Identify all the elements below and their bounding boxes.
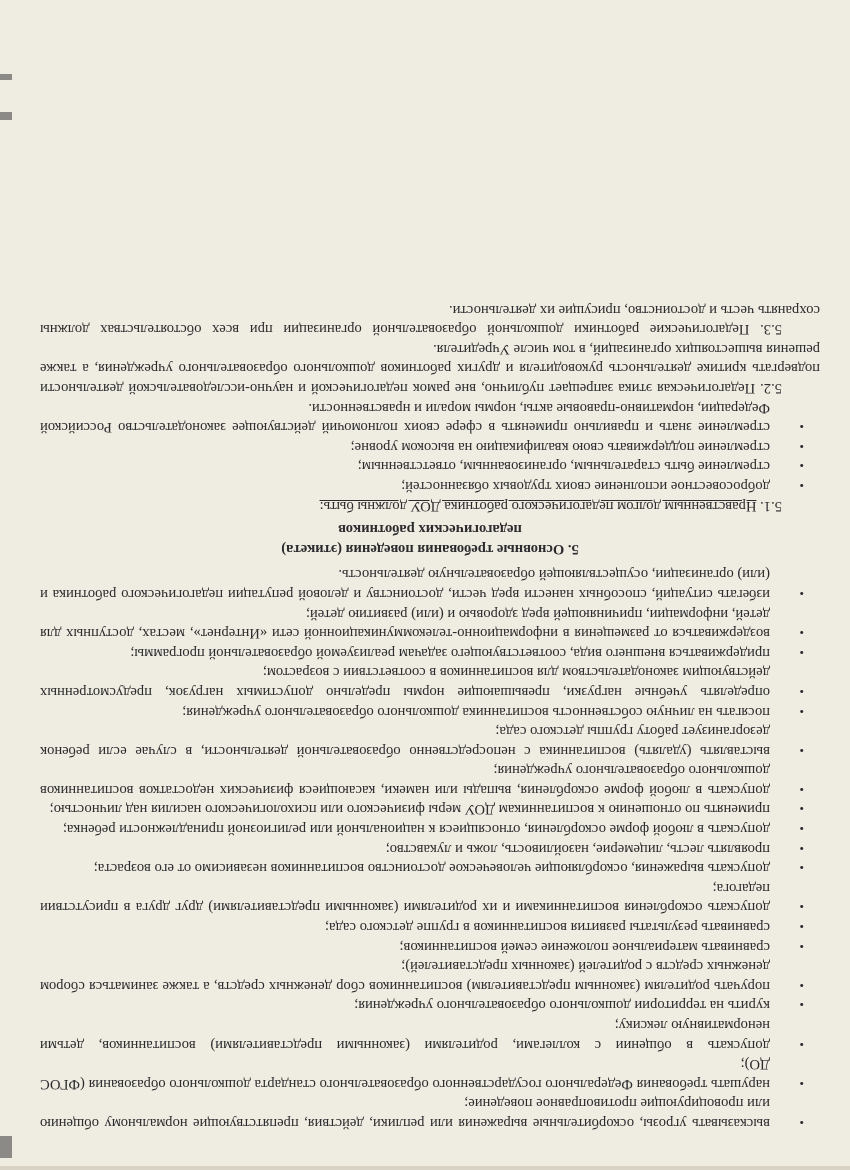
scan-edge-mark <box>0 112 12 120</box>
list-item <box>40 858 820 878</box>
bullet-icon: • <box>799 821 804 837</box>
list-item <box>40 819 820 839</box>
list-item <box>40 662 820 701</box>
list-item-text: высказывать угрозы, оскорбительные выражения или реплики, действия, препятствующие нормальному общению или провоцирующие противоправное поведение; <box>40 1095 770 1131</box>
bullet-icon: • <box>799 938 804 954</box>
moral-duties-list <box>40 397 820 495</box>
list-item-text: стремление знать и правильно применять в сфере своих полномочий действующее законодательство Российской Федерации, нормативно-правовые акты, нормы морали и нравственности. <box>40 399 770 436</box>
list-item-text: определять учебные нагрузки, превышающие нормы предельно допустимых нагрузок, предусмотренных действующим законодательством для воспитанников в соответствии с возрастом; <box>40 664 770 700</box>
list-item-text: допускать в любой форме оскорбления, выпады или намеки, касающиеся физических недостатков воспитанников дошкольного образовательного учреждения; <box>40 762 770 798</box>
paragraph-5-1 <box>40 495 820 515</box>
list-item-text: добросовестное исполнение своих трудовых обязанностей; <box>401 478 770 494</box>
bullet-icon: • <box>799 1115 804 1130</box>
bullet-icon: • <box>799 899 804 915</box>
list-item-text: поручать родителям (законным представителям) воспитанников сбор денежных средств, а также заниматься сбором денежных средств с родителей (законных представителей); <box>40 958 770 994</box>
list-item-text: выставлять (удалять) воспитанника с непосредственно образовательной деятельности, в случае если ребенок дезорганизует работу группы детского сада; <box>40 723 770 759</box>
bullet-icon: • <box>799 683 804 699</box>
list-item <box>40 838 820 858</box>
list-item-text: придерживаться внешнего вида, соответствующего задачам реализуемой образовательной программы; <box>130 644 770 661</box>
list-item-text: сравнивать результаты развития воспитанников в группе детского сада; <box>324 919 770 936</box>
list-item-text: допускать в общении с коллегами, родителями (законными представителями) воспитанников, детьми ненормативную лексику; <box>40 1017 770 1053</box>
bullet-icon: • <box>799 1075 804 1091</box>
bullet-icon: • <box>799 860 804 876</box>
bullet-icon: • <box>799 781 804 797</box>
bullet-icon: • <box>799 977 804 993</box>
list-item-text: допускать в любой форме оскорбления, относящиеся к национальной или религиозной принадлежности ребенка; <box>62 821 770 838</box>
section-5-title: 5. Основные требования поведения (этикета) <box>281 540 579 557</box>
list-item-text: допускать выражения, оскорбляющие человеческое достоинство воспитанников независимо от его возраста; <box>93 860 770 877</box>
bullet-icon: • <box>799 801 804 817</box>
bullet-icon: • <box>799 997 804 1013</box>
list-item-text: воздерживаться от размещения в информационно-телекоммуникационной сети «Интернет», местах, доступных для детей, информации, причиняющей вред здоровью и (или) развитию детей; <box>40 605 770 642</box>
list-item-text: стремление быть старательным, организованным, ответственным; <box>357 458 770 475</box>
bullet-icon: • <box>799 438 804 454</box>
bullet-icon: • <box>799 703 804 719</box>
list-item <box>40 475 820 495</box>
paragraph-5-1-number: 5.1. <box>756 497 782 514</box>
section-5-subtitle: педагогических работников <box>338 521 522 538</box>
list-item <box>40 1093 820 1132</box>
list-item <box>40 956 820 995</box>
list-item <box>40 916 820 936</box>
bullet-icon: • <box>799 625 804 641</box>
list-item <box>40 1014 820 1053</box>
scan-edge-mark <box>0 74 12 80</box>
list-item-text: нарушать требования Федерального государственного образовательного стандарта дошкольного образования (ФГОС ДО); <box>40 1056 770 1092</box>
list-item <box>40 877 820 916</box>
scan-edge-mark <box>0 1136 12 1158</box>
list-item <box>40 721 820 760</box>
bullet-icon: • <box>799 919 804 935</box>
list-item <box>40 642 820 662</box>
list-item-text: применять по отношению к воспитанникам ДОУ меры физического или психологического насилия над личностью; <box>49 801 770 818</box>
list-item <box>40 603 820 642</box>
bullet-icon: • <box>799 585 804 601</box>
bullet-icon: • <box>799 742 804 758</box>
prohibitions-list <box>40 564 820 1132</box>
list-item <box>40 799 820 819</box>
list-item <box>40 564 820 603</box>
paragraph-5-1-text: Нравственным долгом педагогического работника ДОУ должны быть: <box>319 497 757 514</box>
bullet-icon: • <box>799 419 804 435</box>
list-item-text: проявлять лесть, лицемерие, назойливость, ложь и лукавство; <box>385 840 770 857</box>
list-item <box>40 456 820 476</box>
list-item <box>40 1054 820 1093</box>
list-item <box>40 936 820 956</box>
bullet-icon: • <box>799 458 804 474</box>
list-item-text: сравнивать материальное положение семей воспитанников; <box>399 938 770 955</box>
bullet-icon: • <box>799 1036 804 1052</box>
bullet-icon: • <box>799 478 804 493</box>
list-item <box>40 995 820 1015</box>
list-item-text: стремление поддерживать свою квалификацию на высоком уровне; <box>350 438 770 455</box>
bullet-icon: • <box>799 840 804 856</box>
list-item-text: допускать оскорбления воспитанниками и их родителями (законными представителями) друг друга в присутствии педагога; <box>40 879 770 916</box>
list-item <box>40 701 820 721</box>
list-item <box>40 760 820 799</box>
list-item <box>40 436 820 456</box>
bullet-icon: • <box>799 644 804 660</box>
page-top-edge <box>0 1166 850 1170</box>
list-item <box>40 397 820 436</box>
paragraph-5-2: 5.2. Педагогическая этика запрещает публично, вне рамок педагогической и научно-исследовательской деятельности подвергать критике деятельность руководителя и других работников дошкольного образовательного учреждения, а также решения вышестоящих организаций, в том числе Учредителя. <box>40 340 820 397</box>
list-item-text: посягать на личную собственность воспитанника дошкольного образовательного учреждения; <box>182 703 770 720</box>
document-body <box>40 299 820 1132</box>
list-item-text: курить на территории дошкольного образовательного учреждения; <box>354 997 770 1014</box>
list-item-text: избегать ситуаций, способных нанести вред чести, достоинству и деловой репутации педагогического работника и (или) организации, осуществляющей образовательную деятельность. <box>40 566 770 602</box>
paragraph-5-3: 5.3. Педагогические работники дошкольной образовательной организации при всех обстоятельствах должны сохранять честь и достоинство, присущие их деятельности. <box>40 301 820 338</box>
